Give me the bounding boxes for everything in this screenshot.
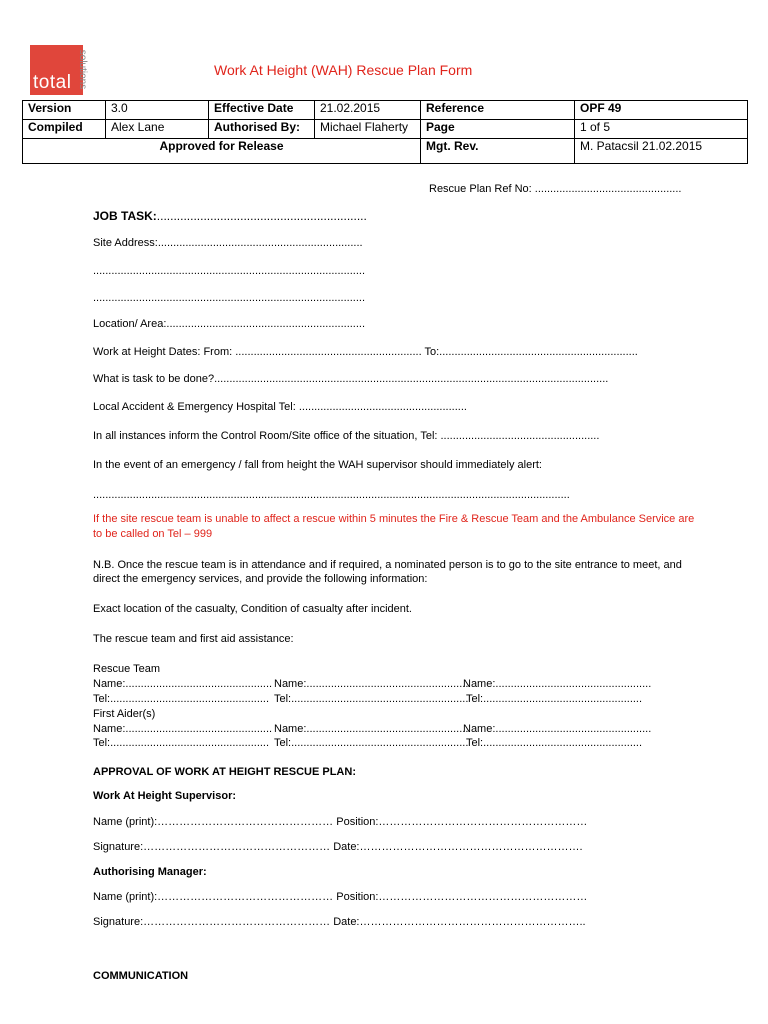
logo-word: total [33,72,72,93]
first-aider-tel-2[interactable]: Tel:.......................................................... [274,737,469,749]
authorised-by-value: Michael Flaherty [315,120,421,139]
location-field[interactable]: Location/ Area:................................................................. [93,318,366,330]
warning-text-line-2: to be called on Tel – 999 [93,528,213,540]
manager-name-position-field[interactable]: Name (print):………………………………………… Position:………………………………………………… [93,891,588,903]
supervisor-heading: Work At Height Supervisor: [93,790,237,802]
rescue-team-tel-3[interactable]: Tel:.................................................... [466,693,643,705]
effective-date-value: 21.02.2015 [315,101,421,120]
mgt-rev-value: M. Patacsil 21.02.2015 [575,139,748,164]
emergency-alert-text: In the event of an emergency / fall from height the WAH supervisor should immediately alert: [93,459,542,471]
rescue-team-tel-1[interactable]: Tel:.................................................... [93,693,270,705]
nb-text-line-1: N.B. Once the rescue team is in attendance and if required, a nominated person is to go to the site entrance to meet, and [93,559,682,571]
effective-date-label: Effective Date [209,101,315,120]
hospital-tel-field[interactable]: Local Accident & Emergency Hospital Tel: ....................................................... [93,401,467,413]
first-aider-tel-1[interactable]: Tel:.................................................... [93,737,270,749]
site-address-line-2[interactable]: ......................................................................................... [93,265,365,277]
emergency-alert-field[interactable]: ............................................................................................................................................................ [93,489,570,501]
table-row [23,101,748,120]
compiled-label: Compiled [23,120,106,139]
what-task-field[interactable]: What is task to be done?................................................................................................................................. [93,373,609,385]
first-aider-name-2[interactable]: Name:..................................................... [274,723,469,735]
warning-text-line-1: If the site rescue team is unable to affect a rescue within 5 minutes the Fire & Rescue Team and the Ambulance Service are [93,513,695,525]
job-task-row [93,209,367,223]
company-logo [30,45,83,95]
version-value: 3.0 [106,101,209,120]
first-aider-label: First Aider(s) [93,708,156,720]
first-aider-name-3[interactable]: Name:................................................... [463,723,652,735]
rescue-team-name-1[interactable]: Name:................................................ [93,678,273,690]
reference-value: OPF 49 [575,101,748,120]
logo-tagline [77,46,94,96]
rescue-team-intro: The rescue team and first aid assistance: [93,633,294,645]
manager-signature-date-field[interactable]: Signature:…………………………………………… Date:…………………………………………………….. [93,916,586,928]
first-aider-tel-3[interactable]: Tel:.................................................... [466,737,643,749]
site-address-field[interactable]: Site Address:................................................................... [93,237,363,249]
supervisor-signature-date-field[interactable]: Signature:…………………………………………… Date:……………………………………………………. [93,841,583,853]
job-task-field[interactable]: ............................................................... [156,209,367,223]
rescue-team-name-3[interactable]: Name:................................................... [463,678,652,690]
exact-location-text: Exact location of the casualty, Condition of casualty after incident. [93,603,412,615]
table-row [23,120,748,139]
document-title: Work At Height (WAH) Rescue Plan Form [214,62,473,78]
logo-tagline-text: solutions [77,49,89,90]
table-row [23,139,748,164]
reference-label: Reference [421,101,575,120]
nb-text-line-2: direct the emergency services, and provide the following information: [93,573,428,585]
page-label: Page [421,120,575,139]
communication-heading: COMMUNICATION [93,970,189,982]
rescue-team-label: Rescue Team [93,663,161,675]
rescue-plan-ref-field[interactable]: Rescue Plan Ref No: ................................................ [429,183,682,195]
control-room-tel-field[interactable]: In all instances inform the Control Room/Site office of the situation, Tel: .................................................... [93,430,600,442]
document-control-table [22,100,748,164]
mgt-rev-label: Mgt. Rev. [421,139,575,164]
job-task-label: JOB TASK: [93,209,157,223]
approved-for-release: Approved for Release [23,139,421,164]
site-address-line-3[interactable]: ......................................................................................... [93,292,365,304]
rescue-team-tel-2[interactable]: Tel:.......................................................... [274,693,469,705]
authorised-by-label: Authorised By: [209,120,315,139]
dates-field[interactable]: Work at Height Dates: From: ............................................................. To:................................................................. [93,346,638,358]
approval-heading: APPROVAL OF WORK AT HEIGHT RESCUE PLAN: [93,766,356,778]
first-aider-name-1[interactable]: Name:................................................ [93,723,273,735]
page-value: 1 of 5 [575,120,748,139]
supervisor-name-position-field[interactable]: Name (print):………………………………………… Position:………………………………………………… [93,816,588,828]
manager-heading: Authorising Manager: [93,866,207,878]
rescue-team-name-2[interactable]: Name:..................................................... [274,678,469,690]
compiled-value: Alex Lane [106,120,209,139]
version-label: Version [23,101,106,120]
